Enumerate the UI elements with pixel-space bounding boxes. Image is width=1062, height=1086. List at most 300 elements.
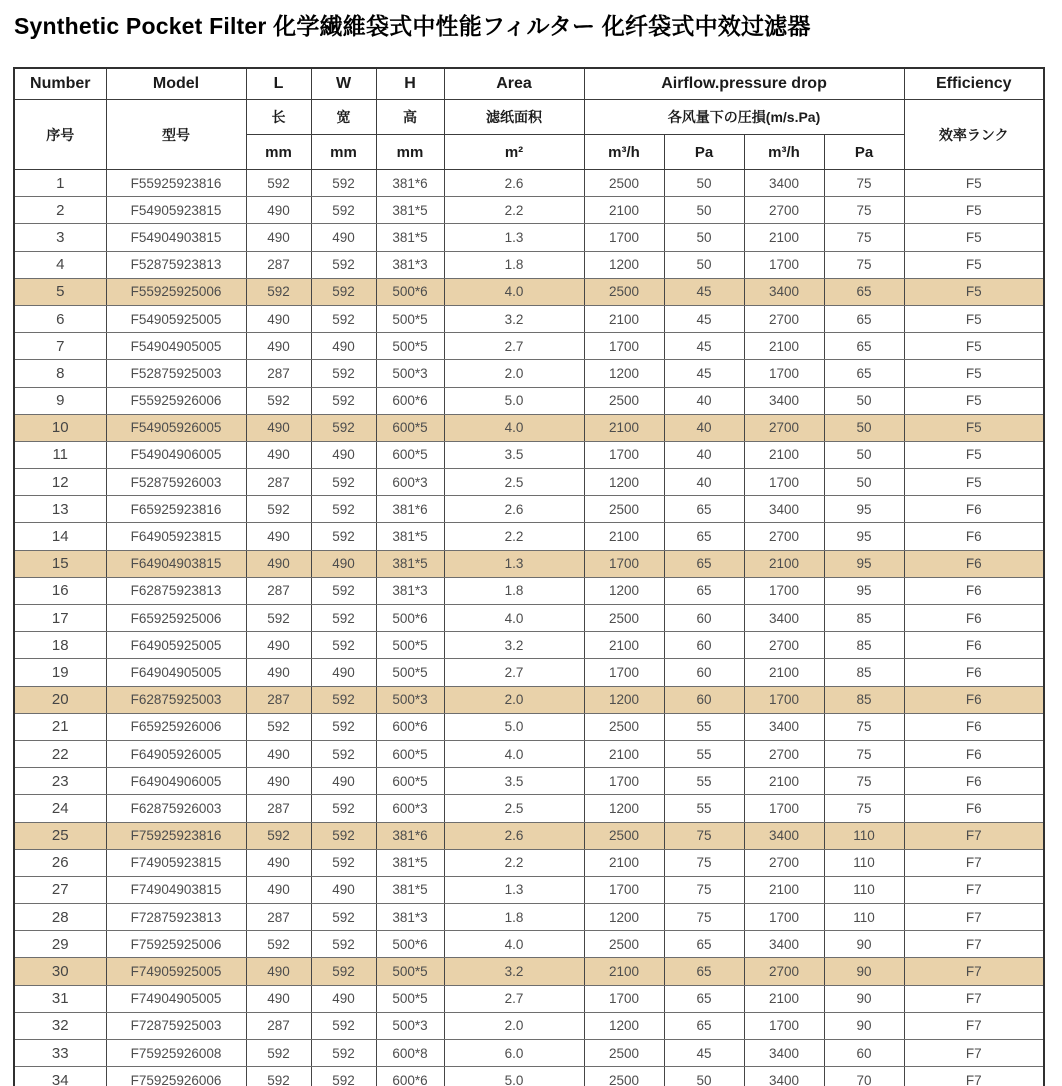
cell-af1: 2500 (584, 387, 664, 414)
cell-af3: 3400 (744, 1067, 824, 1086)
cell-l: 592 (246, 278, 311, 305)
cell-area: 2.0 (444, 1012, 584, 1039)
cell-af4: 75 (824, 768, 904, 795)
cell-number: 5 (14, 278, 106, 305)
cell-af2: 65 (664, 958, 744, 985)
cell-af4: 65 (824, 305, 904, 332)
cell-model: F54905925005 (106, 305, 246, 332)
cell-w: 592 (311, 170, 376, 197)
cell-area: 6.0 (444, 1040, 584, 1067)
cell-af3: 1700 (744, 577, 824, 604)
cell-af1: 1200 (584, 469, 664, 496)
cell-eff: F5 (904, 360, 1044, 387)
cell-af1: 2100 (584, 632, 664, 659)
cell-eff: F5 (904, 469, 1044, 496)
cell-l: 490 (246, 305, 311, 332)
cell-af3: 1700 (744, 686, 824, 713)
cell-w: 592 (311, 197, 376, 224)
table-row (14, 224, 1044, 251)
cell-eff: F5 (904, 414, 1044, 441)
cell-area: 5.0 (444, 713, 584, 740)
cell-af3: 3400 (744, 931, 824, 958)
cell-af3: 2700 (744, 849, 824, 876)
cell-af4: 75 (824, 795, 904, 822)
cell-eff: F5 (904, 387, 1044, 414)
table-row (14, 659, 1044, 686)
cell-l: 592 (246, 170, 311, 197)
cell-l: 490 (246, 958, 311, 985)
cell-eff: F6 (904, 740, 1044, 767)
cell-h: 381*5 (376, 197, 444, 224)
cell-number: 23 (14, 768, 106, 795)
cell-af2: 65 (664, 523, 744, 550)
cell-area: 1.8 (444, 904, 584, 931)
cell-eff: F7 (904, 1040, 1044, 1067)
table-row (14, 170, 1044, 197)
table-row (14, 958, 1044, 985)
cell-af2: 60 (664, 632, 744, 659)
cell-af4: 85 (824, 605, 904, 632)
cell-area: 2.0 (444, 686, 584, 713)
cell-eff: F5 (904, 251, 1044, 278)
cell-number: 10 (14, 414, 106, 441)
table-row (14, 333, 1044, 360)
cell-af1: 2100 (584, 849, 664, 876)
cell-af4: 75 (824, 224, 904, 251)
cell-model: F74905923815 (106, 849, 246, 876)
cell-model: F65925926006 (106, 713, 246, 740)
cell-number: 31 (14, 985, 106, 1012)
cell-w: 490 (311, 224, 376, 251)
cell-eff: F5 (904, 278, 1044, 305)
cell-h: 600*5 (376, 414, 444, 441)
cell-eff: F6 (904, 577, 1044, 604)
cell-l: 592 (246, 1067, 311, 1086)
cell-af2: 55 (664, 795, 744, 822)
cell-w: 592 (311, 849, 376, 876)
cell-number: 6 (14, 305, 106, 332)
cell-af3: 2700 (744, 523, 824, 550)
cell-model: F75925926006 (106, 1067, 246, 1086)
cell-w: 490 (311, 768, 376, 795)
cell-eff: F7 (904, 958, 1044, 985)
cell-h: 500*5 (376, 985, 444, 1012)
cell-af2: 55 (664, 768, 744, 795)
cell-af1: 2100 (584, 305, 664, 332)
cell-eff: F7 (904, 985, 1044, 1012)
cell-w: 592 (311, 904, 376, 931)
cell-h: 381*5 (376, 523, 444, 550)
cell-model: F54905926005 (106, 414, 246, 441)
cell-af4: 50 (824, 387, 904, 414)
table-header (14, 68, 1044, 170)
cell-af3: 3400 (744, 170, 824, 197)
cell-w: 592 (311, 523, 376, 550)
cell-w: 592 (311, 605, 376, 632)
cell-area: 3.2 (444, 632, 584, 659)
table-row (14, 768, 1044, 795)
cell-number: 11 (14, 441, 106, 468)
cell-h: 381*5 (376, 224, 444, 251)
cell-af3: 3400 (744, 278, 824, 305)
table-row (14, 795, 1044, 822)
cell-h: 381*6 (376, 496, 444, 523)
cell-af2: 75 (664, 849, 744, 876)
table-row (14, 251, 1044, 278)
cell-area: 4.0 (444, 278, 584, 305)
cell-l: 592 (246, 822, 311, 849)
cell-h: 381*5 (376, 876, 444, 903)
cell-eff: F6 (904, 659, 1044, 686)
cell-af2: 60 (664, 605, 744, 632)
cell-af2: 50 (664, 1067, 744, 1086)
cell-af4: 95 (824, 496, 904, 523)
cell-area: 4.0 (444, 414, 584, 441)
cell-af2: 45 (664, 1040, 744, 1067)
cell-h: 500*5 (376, 305, 444, 332)
cell-number: 22 (14, 740, 106, 767)
cell-eff: F7 (904, 1067, 1044, 1086)
cell-model: F62875926003 (106, 795, 246, 822)
cell-af1: 2500 (584, 931, 664, 958)
cell-af1: 2100 (584, 958, 664, 985)
unit-pa-2: Pa (824, 135, 904, 170)
cell-af2: 55 (664, 713, 744, 740)
cell-l: 592 (246, 496, 311, 523)
cell-af3: 2700 (744, 632, 824, 659)
table-row (14, 849, 1044, 876)
table-row (14, 740, 1044, 767)
cell-area: 2.5 (444, 795, 584, 822)
cell-af2: 60 (664, 659, 744, 686)
cell-area: 2.7 (444, 333, 584, 360)
cell-af3: 2100 (744, 985, 824, 1012)
cell-af1: 2100 (584, 414, 664, 441)
cell-h: 500*3 (376, 1012, 444, 1039)
cell-af1: 1700 (584, 768, 664, 795)
cell-af3: 2700 (744, 305, 824, 332)
cell-af4: 75 (824, 251, 904, 278)
table-row (14, 1012, 1044, 1039)
cell-af2: 75 (664, 822, 744, 849)
table-row (14, 496, 1044, 523)
cell-af1: 2500 (584, 822, 664, 849)
cell-area: 3.2 (444, 958, 584, 985)
cell-h: 500*6 (376, 605, 444, 632)
cell-af2: 65 (664, 550, 744, 577)
cell-af4: 65 (824, 333, 904, 360)
cell-af4: 85 (824, 659, 904, 686)
cell-w: 592 (311, 822, 376, 849)
col-header-airflow-cjk: 各风量下の圧損(m/s.Pa) (584, 100, 904, 135)
cell-w: 490 (311, 333, 376, 360)
cell-af2: 75 (664, 876, 744, 903)
cell-model: F64905925005 (106, 632, 246, 659)
cell-h: 500*6 (376, 931, 444, 958)
cell-model: F64904905005 (106, 659, 246, 686)
cell-af4: 75 (824, 713, 904, 740)
cell-number: 7 (14, 333, 106, 360)
cell-number: 34 (14, 1067, 106, 1086)
cell-af1: 1200 (584, 795, 664, 822)
cell-w: 592 (311, 414, 376, 441)
cell-l: 490 (246, 849, 311, 876)
cell-l: 490 (246, 768, 311, 795)
table-row (14, 1040, 1044, 1067)
cell-area: 2.2 (444, 523, 584, 550)
cell-eff: F6 (904, 550, 1044, 577)
table-row (14, 822, 1044, 849)
cell-af3: 2100 (744, 333, 824, 360)
cell-model: F55925926006 (106, 387, 246, 414)
cell-w: 592 (311, 795, 376, 822)
cell-model: F75925926008 (106, 1040, 246, 1067)
cell-number: 3 (14, 224, 106, 251)
cell-w: 592 (311, 387, 376, 414)
col-header-l-cjk: 长 (246, 100, 311, 135)
cell-number: 29 (14, 931, 106, 958)
cell-area: 3.2 (444, 305, 584, 332)
cell-af2: 40 (664, 414, 744, 441)
unit-pa-1: Pa (664, 135, 744, 170)
cell-w: 592 (311, 469, 376, 496)
cell-af2: 65 (664, 985, 744, 1012)
cell-af1: 1200 (584, 360, 664, 387)
cell-l: 592 (246, 1040, 311, 1067)
cell-af2: 50 (664, 197, 744, 224)
cell-area: 3.5 (444, 441, 584, 468)
table-row (14, 278, 1044, 305)
cell-model: F62875925003 (106, 686, 246, 713)
cell-af2: 40 (664, 441, 744, 468)
cell-af3: 3400 (744, 387, 824, 414)
cell-area: 2.2 (444, 849, 584, 876)
cell-af2: 65 (664, 1012, 744, 1039)
cell-model: F64904906005 (106, 768, 246, 795)
table-row (14, 387, 1044, 414)
cell-h: 381*6 (376, 822, 444, 849)
table-row (14, 985, 1044, 1012)
cell-area: 1.3 (444, 224, 584, 251)
cell-eff: F7 (904, 822, 1044, 849)
cell-model: F54904905005 (106, 333, 246, 360)
cell-af1: 1200 (584, 251, 664, 278)
cell-af1: 1700 (584, 333, 664, 360)
cell-number: 4 (14, 251, 106, 278)
cell-af3: 2100 (744, 550, 824, 577)
cell-h: 600*6 (376, 1067, 444, 1086)
cell-area: 2.0 (444, 360, 584, 387)
cell-l: 592 (246, 931, 311, 958)
cell-number: 15 (14, 550, 106, 577)
cell-l: 490 (246, 333, 311, 360)
cell-af4: 95 (824, 577, 904, 604)
cell-af2: 75 (664, 904, 744, 931)
cell-model: F54904903815 (106, 224, 246, 251)
cell-w: 592 (311, 577, 376, 604)
cell-area: 1.3 (444, 550, 584, 577)
cell-af4: 65 (824, 360, 904, 387)
cell-af1: 1200 (584, 1012, 664, 1039)
unit-airflow-1: m³/h (584, 135, 664, 170)
col-header-number-cjk: 序号 (14, 100, 106, 170)
cell-area: 5.0 (444, 387, 584, 414)
cell-af1: 1700 (584, 550, 664, 577)
cell-h: 381*6 (376, 170, 444, 197)
cell-eff: F7 (904, 849, 1044, 876)
cell-eff: F6 (904, 795, 1044, 822)
cell-af4: 90 (824, 1012, 904, 1039)
cell-w: 592 (311, 632, 376, 659)
cell-area: 2.2 (444, 197, 584, 224)
cell-l: 490 (246, 550, 311, 577)
cell-af1: 2500 (584, 1067, 664, 1086)
cell-model: F74905925005 (106, 958, 246, 985)
cell-w: 490 (311, 876, 376, 903)
table-row (14, 713, 1044, 740)
cell-eff: F6 (904, 605, 1044, 632)
table-row (14, 441, 1044, 468)
cell-af4: 110 (824, 822, 904, 849)
cell-h: 500*6 (376, 278, 444, 305)
cell-af3: 1700 (744, 251, 824, 278)
cell-eff: F5 (904, 441, 1044, 468)
cell-af1: 1200 (584, 577, 664, 604)
cell-eff: F5 (904, 224, 1044, 251)
cell-eff: F7 (904, 904, 1044, 931)
cell-h: 500*5 (376, 659, 444, 686)
cell-af2: 50 (664, 170, 744, 197)
cell-number: 28 (14, 904, 106, 931)
cell-af3: 2100 (744, 224, 824, 251)
cell-af3: 1700 (744, 904, 824, 931)
cell-af1: 2500 (584, 713, 664, 740)
cell-eff: F5 (904, 305, 1044, 332)
cell-af3: 1700 (744, 1012, 824, 1039)
cell-l: 287 (246, 686, 311, 713)
cell-w: 592 (311, 278, 376, 305)
cell-model: F72875925003 (106, 1012, 246, 1039)
cell-af2: 65 (664, 931, 744, 958)
cell-af4: 110 (824, 849, 904, 876)
cell-af3: 3400 (744, 822, 824, 849)
cell-af1: 2100 (584, 740, 664, 767)
table-row (14, 632, 1044, 659)
cell-eff: F7 (904, 876, 1044, 903)
cell-area: 5.0 (444, 1067, 584, 1086)
cell-l: 287 (246, 577, 311, 604)
cell-af3: 2100 (744, 441, 824, 468)
cell-number: 20 (14, 686, 106, 713)
table-row (14, 197, 1044, 224)
cell-h: 600*5 (376, 768, 444, 795)
page-title: Synthetic Pocket Filter 化学繊維袋式中性能フィルター 化纤袋式中效过滤器 (14, 13, 811, 39)
cell-model: F62875923813 (106, 577, 246, 604)
cell-w: 490 (311, 441, 376, 468)
cell-number: 2 (14, 197, 106, 224)
cell-w: 592 (311, 496, 376, 523)
cell-af3: 2100 (744, 659, 824, 686)
table-row (14, 550, 1044, 577)
col-header-number: Number (14, 68, 106, 100)
cell-l: 287 (246, 1012, 311, 1039)
cell-af4: 95 (824, 523, 904, 550)
cell-eff: F5 (904, 333, 1044, 360)
col-header-area-cjk: 滤纸面积 (444, 100, 584, 135)
table-body (14, 170, 1044, 1086)
table-row (14, 904, 1044, 931)
cell-af3: 2700 (744, 414, 824, 441)
cell-af1: 2500 (584, 170, 664, 197)
cell-l: 490 (246, 740, 311, 767)
cell-number: 30 (14, 958, 106, 985)
cell-eff: F7 (904, 931, 1044, 958)
table-row (14, 469, 1044, 496)
cell-h: 600*5 (376, 740, 444, 767)
table-row (14, 1067, 1044, 1086)
cell-af1: 2100 (584, 197, 664, 224)
unit-h-mm: mm (376, 135, 444, 170)
cell-w: 592 (311, 1040, 376, 1067)
cell-af4: 50 (824, 469, 904, 496)
cell-l: 490 (246, 441, 311, 468)
col-header-area: Area (444, 68, 584, 100)
cell-af4: 50 (824, 414, 904, 441)
cell-w: 592 (311, 360, 376, 387)
cell-af2: 45 (664, 360, 744, 387)
header-row-english (14, 68, 1044, 100)
cell-number: 16 (14, 577, 106, 604)
cell-af2: 55 (664, 740, 744, 767)
cell-area: 4.0 (444, 740, 584, 767)
cell-eff: F6 (904, 713, 1044, 740)
cell-af1: 1200 (584, 686, 664, 713)
cell-w: 592 (311, 931, 376, 958)
cell-area: 3.5 (444, 768, 584, 795)
cell-number: 27 (14, 876, 106, 903)
cell-af1: 1200 (584, 904, 664, 931)
cell-w: 592 (311, 251, 376, 278)
col-header-airflow-pressure-drop: Airflow.pressure drop (584, 68, 904, 100)
cell-eff: F6 (904, 632, 1044, 659)
cell-af1: 1700 (584, 224, 664, 251)
table-row (14, 605, 1044, 632)
table-row (14, 360, 1044, 387)
cell-area: 1.3 (444, 876, 584, 903)
col-header-h: H (376, 68, 444, 100)
cell-w: 592 (311, 740, 376, 767)
cell-h: 500*5 (376, 958, 444, 985)
cell-model: F72875923813 (106, 904, 246, 931)
cell-w: 490 (311, 550, 376, 577)
cell-number: 32 (14, 1012, 106, 1039)
col-header-w-cjk: 宽 (311, 100, 376, 135)
cell-number: 1 (14, 170, 106, 197)
cell-number: 18 (14, 632, 106, 659)
table-row (14, 577, 1044, 604)
cell-number: 14 (14, 523, 106, 550)
cell-l: 287 (246, 469, 311, 496)
cell-af4: 90 (824, 958, 904, 985)
table-row (14, 305, 1044, 332)
cell-h: 600*8 (376, 1040, 444, 1067)
cell-area: 2.7 (444, 659, 584, 686)
cell-af4: 60 (824, 1040, 904, 1067)
cell-af2: 40 (664, 387, 744, 414)
cell-l: 490 (246, 197, 311, 224)
cell-l: 592 (246, 605, 311, 632)
cell-eff: F6 (904, 768, 1044, 795)
